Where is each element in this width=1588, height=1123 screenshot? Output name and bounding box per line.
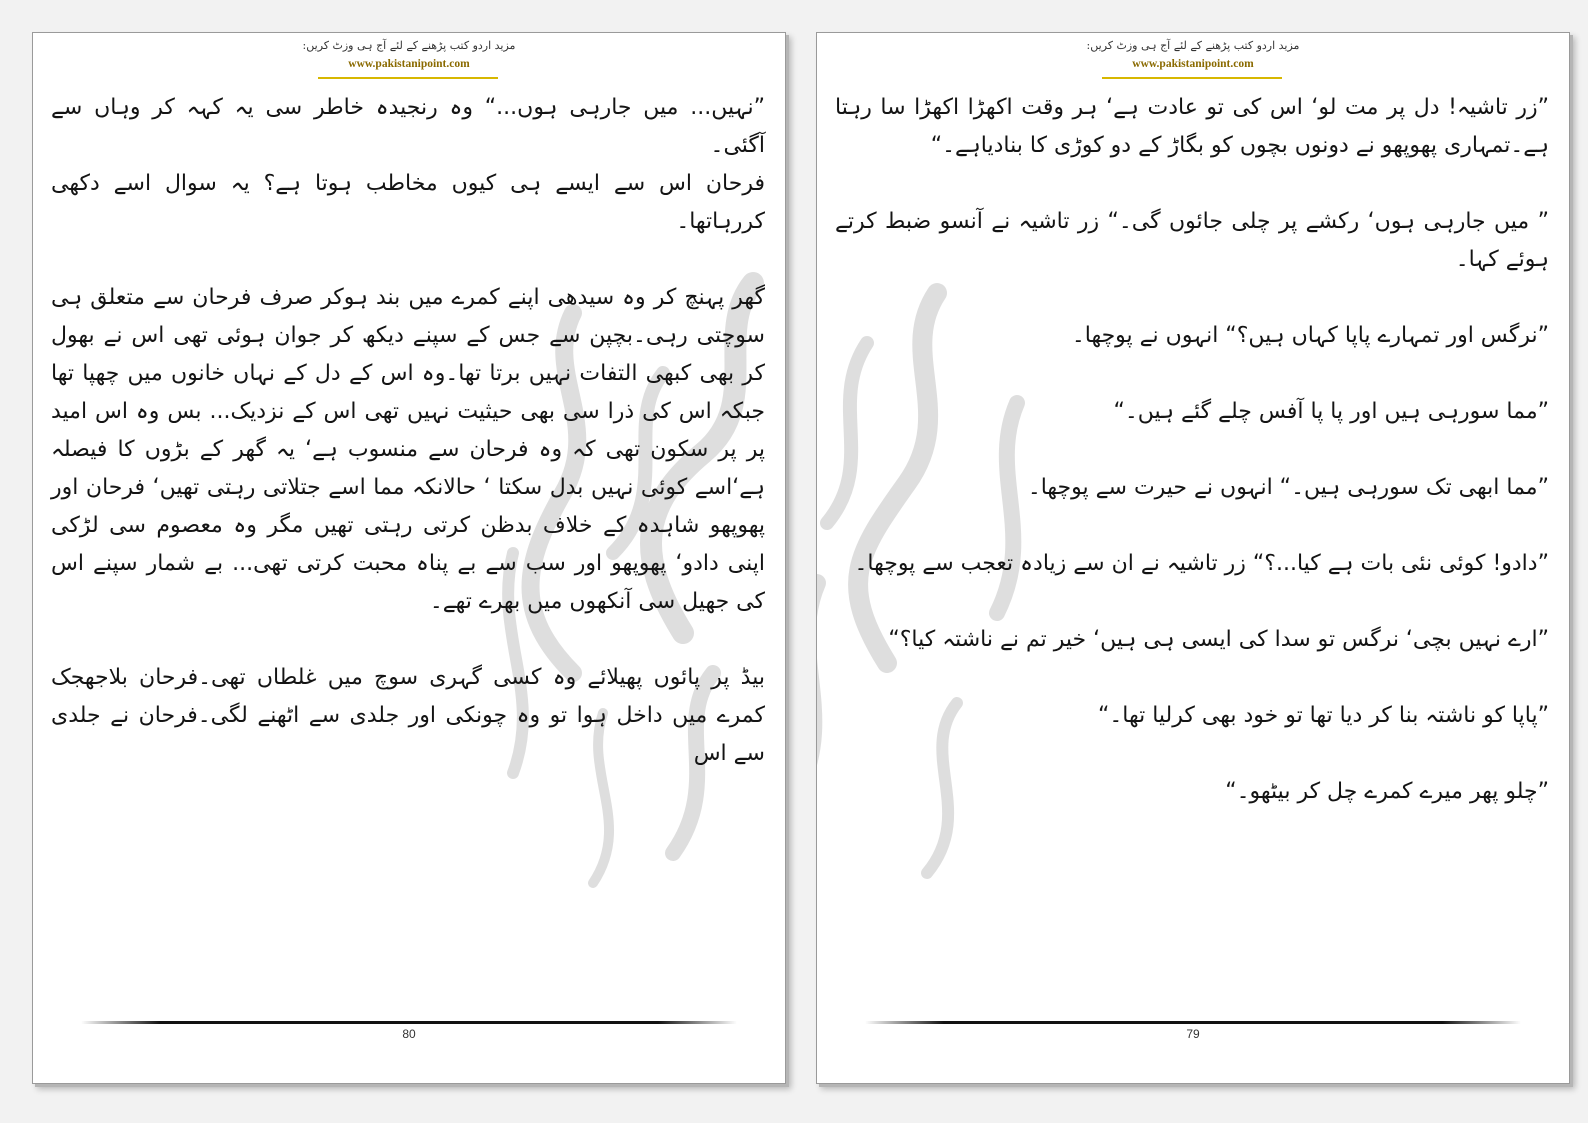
paragraph: بیڈ پر پائوں پھیلائے وہ کسی گہری سوچ میں غلطاں تھی۔فرحان بلاجھجک کمرے میں داخل ہوا تو وہ چونکی اور جلدی سے اٹھنے لگی۔فرحان نے جلدی سے اس [51,665,765,766]
book-page-79 [816,32,1570,1084]
paragraph: گھر پہنچ کر وہ سیدھی اپنے کمرے میں بند ہوکر صرف فرحان سے متعلق ہی سوچتی رہی۔بچپن سے جس کے سپنے دیکھ کر جوان ہوئی تھی اس نے بھول کر بھی کبھی التفات نہیں برتا تھا۔وہ اس کے دل کے نہاں خانوں میں چھپا تھا جبکہ اس کی ذرا سی بھی حیثیت نہیں تھی اس کے نزدیک... بس وہ اس امید پر پر سکون تھی کہ وہ فرحان سے منسوب ہے‘ یہ گھر کے بڑوں کا فیصلہ ہے‘اسے کوئی نہیں بدل سکتا ‘ حالانکہ مما اسے جتلاتی رہتی تھیں‘ فرحان اور پھوپھو شاہدہ کے خلاف بدظن کرتی رہتی تھیں مگر وہ معصوم سی لڑکی اپنی دادو‘ پھوپھو اور سب سے بے پناہ محبت کرتی تھی... بے شمار سپنے اس کی جھیل سی آنکھوں میں بھرے تھے۔ [51,285,765,614]
paragraph: ”ارے نہیں بچی‘ نرگس تو سدا کی ایسی ہی ہیں‘ خیر تم نے ناشتہ کیا؟“ [888,627,1549,652]
paragraph: ”پاپا کو ناشتہ بنا کر دیا تھا تو خود بھی کرلیا تھا۔“ [1097,703,1549,728]
paragraph: ”زر تاشیہ! دل پر مت لو‘ اس کی تو عادت ہے‘ ہر وقت اکھڑا اکھڑا سا رہتا ہے۔تمہاری پھوپھو نے دونوں بچوں کو بگاڑ کے دو کوڑی کا بنادیاہے۔“ [835,95,1549,158]
header-note: مزید اردو کتب پڑھنے کے لئے آج ہی وزٹ کریں: [302,39,516,52]
page-body-text [51,89,765,811]
page-number: 80 [402,1027,416,1041]
website-url: www.pakistanipoint.com [1132,58,1254,70]
book-page-80 [32,32,786,1084]
header-underline [318,77,498,79]
page-number: 79 [1186,1027,1200,1041]
website-url: www.pakistanipoint.com [348,58,470,70]
header-note: مزید اردو کتب پڑھنے کے لئے آج ہی وزٹ کریں: [1086,39,1300,52]
paragraph: ”مما سورہی ہیں اور پا پا آفس چلے گئے ہیں۔“ [1113,399,1549,424]
footer-rule [81,1021,737,1024]
paragraph: ”مما ابھی تک سورہی ہیں۔“ انہوں نے حیرت سے پوچھا۔ [1027,475,1549,500]
paragraph: ”چلو پھر میرے کمرے چل کر بیٹھو۔“ [1225,779,1549,804]
paragraph: ”نہیں... میں جارہی ہوں...“ وہ رنجیدہ خاطر سی یہ کہہ کر وہاں سے آگئی۔ [51,95,765,158]
footer-rule [865,1021,1521,1024]
paragraph: ” میں جارہی ہوں‘ رکشے پر چلی جائوں گی۔“ زر تاشیہ نے آنسو ضبط کرتے ہوئے کہا۔ [835,209,1549,272]
paragraph: ”دادو! کوئی نئی بات ہے کیا...؟“ زر تاشیہ نے ان سے زیادہ تعجب سے پوچھا۔ [854,551,1549,576]
page-body-text [835,89,1549,849]
paragraph: فرحان اس سے ایسے ہی کیوں مخاطب ہوتا ہے؟ یہ سوال اسے دکھی کررہاتھا۔ [51,171,765,234]
paragraph: ”نرگس اور تمہارے پاپا کہاں ہیں؟“ انہوں نے پوچھا۔ [1071,323,1549,348]
header-underline [1102,77,1282,79]
